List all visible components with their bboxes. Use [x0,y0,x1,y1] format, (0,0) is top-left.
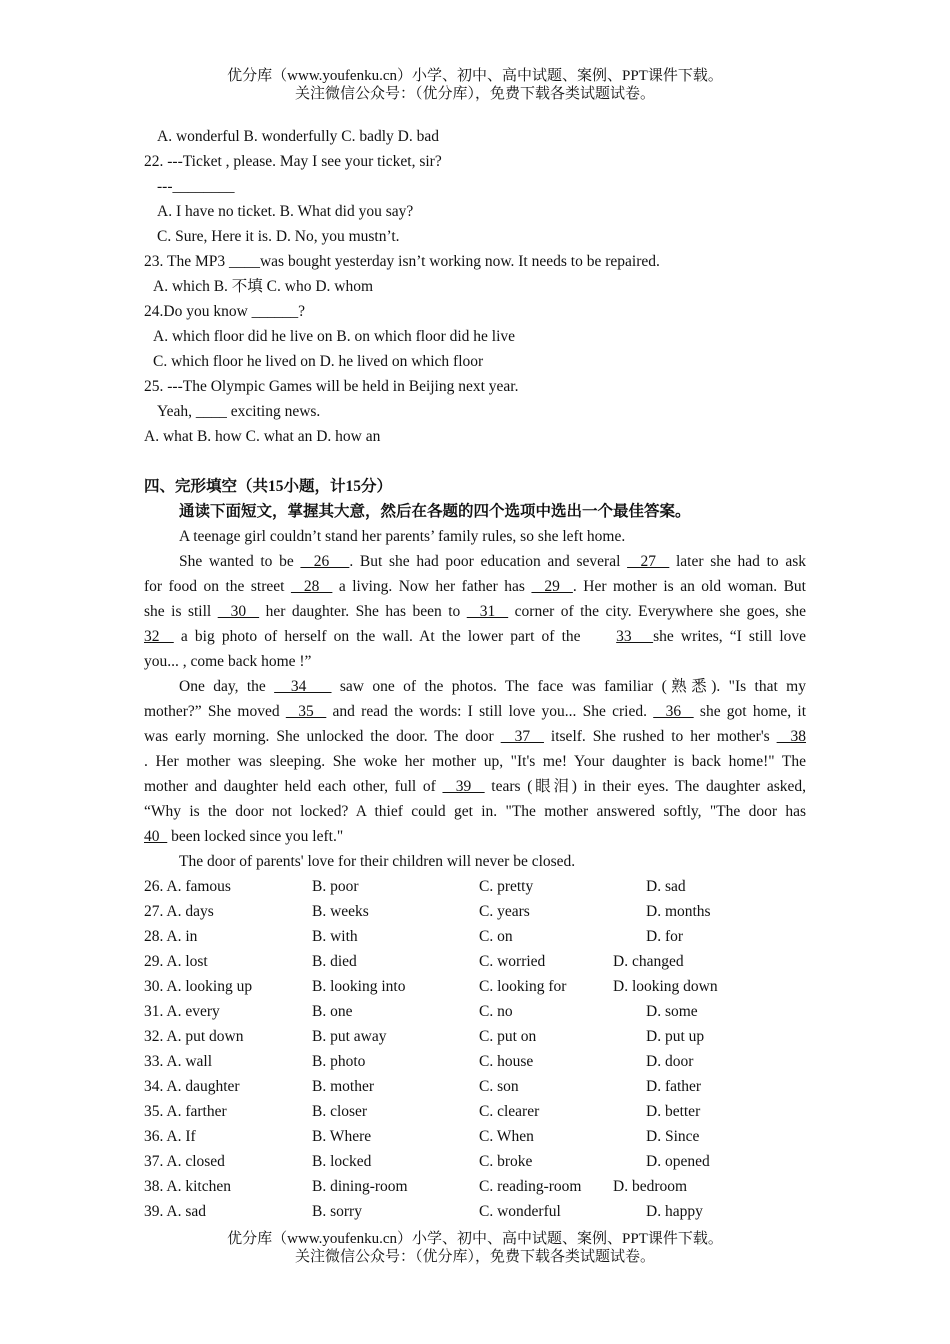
passage-p2-line-4: 32 a big photo of herself on the wall. At the lower part of the 33 she writes, “I still love [144,628,807,645]
option-b: B. mother [312,1078,374,1095]
option-row [144,1074,806,1099]
option-row [144,1099,806,1124]
option-d: D. months [646,903,711,920]
option-d: D. opened [646,1153,710,1170]
option-c: C. on [479,928,513,945]
option-a: 33. A. wall [144,1053,213,1070]
option-d: D. father [646,1078,702,1095]
q25-options: A. what B. how C. what an D. how an [144,428,381,445]
blank-30: 30 [217,603,260,620]
blank-35: 35 [285,703,327,720]
passage-p3-line-2: mother?” She moved 35 and read the words: I still love you... She cried. 36 she got home, it [144,703,807,720]
option-c: C. reading-room [479,1178,582,1195]
section-title: 四、完形填空（共15小题，计15分） [144,478,393,495]
header-line-2: 关注微信公众号：（优分库），免费下载各类试题试卷。 [294,86,655,102]
option-b: B. photo [312,1053,366,1070]
passage-p3-line-1: One day, the 34 saw one of the photos. The face was familiar (熟悉). "Is that my [179,678,806,695]
option-d: D. sad [646,878,686,895]
blank-36: 36 [653,703,694,720]
option-a: 39. A. sad [144,1203,206,1220]
blank-34: 34 [274,678,332,695]
blank-26: 26 [300,553,350,570]
option-c: C. pretty [479,878,534,895]
passage-p3-line-5: mother and daughter held each other, full of 39 tears (眼泪) in their eyes. The daughter asked, [144,778,807,795]
passage-p3-line-4: . Her mother was sleeping. She woke her mother up, "It's me! Your daughter is back home!" The [144,753,806,770]
option-b: B. put away [312,1028,387,1045]
passage-p2-line-2: for food on the street 28 a living. Now her father has 29 . Her mother is an old woman. But [144,578,806,595]
blank-29: 29 [531,578,573,595]
passage-p2-line-1: She wanted to be 26 . But she had poor education and several 27 later she had to ask [179,553,807,570]
blank-32: 32 [144,628,174,645]
option-b: B. sorry [312,1203,362,1220]
option-row [144,874,806,899]
option-a: 29. A. lost [144,953,208,970]
blank-33: 33 [616,628,654,645]
blank-27: 27 [627,553,670,570]
header-line-1: 优分库（www.youfenku.cn）小学、初中、高中试题、案例、PPT课件下载。 [227,68,723,84]
option-row [144,1024,806,1049]
option-b: B. weeks [312,903,369,920]
footer-line-1: 优分库（www.youfenku.cn）小学、初中、高中试题、案例、PPT课件下载。 [227,1231,723,1247]
q22-options-ab: A. I have no ticket. B. What did you say? [157,203,414,220]
option-b: B. died [312,953,357,970]
passage-p4: The door of parents' love for their children will never be closed. [179,853,576,870]
option-a: 30. A. looking up [144,978,253,995]
option-row [144,1199,806,1224]
option-row [144,974,806,999]
blank-28: 28 [290,578,333,595]
option-c: C. broke [479,1153,533,1170]
page-footer [0,1230,950,1266]
option-d: D. better [646,1103,701,1120]
option-d: D. for [646,928,684,945]
q22-options-cd: C. Sure, Here it is. D. No, you mustn’t. [157,228,400,245]
footer-line-2: 关注微信公众号：（优分库），免费下载各类试题试卷。 [294,1249,655,1265]
option-a: 36. A. If [144,1128,196,1145]
option-a: 26. A. famous [144,878,231,895]
option-a: 34. A. daughter [144,1078,240,1095]
option-row [144,1149,806,1174]
option-row [144,949,806,974]
option-c: C. house [479,1053,534,1070]
option-d: D. some [646,1003,698,1020]
page-content [144,124,806,1224]
option-c: C. put on [479,1028,537,1045]
option-b: B. looking into [312,978,406,995]
q25-stem: 25. ---The Olympic Games will be held in Beijing next year. [144,378,519,395]
option-d: D. door [646,1053,694,1070]
option-d: D. Since [646,1128,700,1145]
option-c: C. looking for [479,978,567,995]
option-a: 32. A. put down [144,1028,244,1045]
q23-stem: 23. The MP3 ____was bought yesterday isn’t working now. It needs to be repaired. [144,253,660,270]
option-row [144,1049,806,1074]
option-c: C. wonderful [479,1203,561,1220]
passage-p3-line-6: “Why is the door not locked? A thief could get in. "The mother answered softly, "The door has [144,803,806,820]
option-b: B. one [312,1003,353,1020]
option-row [144,1174,806,1199]
option-d: D. happy [646,1203,703,1220]
option-b: B. poor [312,878,359,895]
option-a: 28. A. in [144,928,198,945]
option-c: C. son [479,1078,519,1095]
q24-options-ab: A. which floor did he live on B. on which floor did he live [153,328,516,345]
q22-stem: 22. ---Ticket , please. May I see your ticket, sir? [144,153,442,170]
blank-39: 39 [442,778,485,795]
passage-p3-line-7: 40 been locked since you left." [144,828,344,845]
q25-reply: Yeah, ____ exciting news. [157,403,321,420]
option-b: B. closer [312,1103,368,1120]
blank-37: 37 [500,728,544,745]
passage-p2-line-5: you... , come back home !” [144,653,312,670]
option-b: B. dining-room [312,1178,408,1195]
option-c: C. worried [479,953,546,970]
option-d: D. put up [646,1028,705,1045]
q24-stem: 24.Do you know ______? [144,303,306,320]
option-c: C. no [479,1003,513,1020]
blank-40: 40 [144,828,168,845]
q22-reply: ---________ [157,178,235,195]
option-d: D. looking down [613,978,718,995]
option-b: B. locked [312,1153,372,1170]
q21-options: A. wonderful B. wonderfully C. badly D. bad [157,128,439,145]
q24-options-cd: C. which floor he lived on D. he lived on which floor [153,353,484,370]
option-a: 37. A. closed [144,1153,225,1170]
passage-p1: A teenage girl couldn’t stand her parents’ family rules, so she left home. [179,528,626,545]
option-a: 38. A. kitchen [144,1178,231,1195]
q23-options: A. which B. 不填 C. who D. whom [153,278,374,295]
option-a: 35. A. farther [144,1103,227,1120]
blank-31: 31 [466,603,509,620]
option-row [144,1124,806,1149]
cloze-options [144,874,806,1224]
option-c: C. years [479,903,530,920]
option-b: B. Where [312,1128,372,1145]
blank-38: 38 [776,728,807,745]
section-instruction: 通读下面短文，掌握其大意，然后在各题的四个选项中选出一个最佳答案。 [179,503,691,520]
passage-p3-line-3: was early morning. She unlocked the door. The door 37 itself. She rushed to her mother's 38 [144,728,807,745]
option-c: C. clearer [479,1103,540,1120]
page-header [0,67,950,103]
option-d: D. changed [613,953,684,970]
option-row [144,999,806,1024]
option-row [144,899,806,924]
option-a: 27. A. days [144,903,214,920]
option-row [144,924,806,949]
option-d: D. bedroom [613,1178,688,1195]
option-b: B. with [312,928,358,945]
option-c: C. When [479,1128,534,1145]
option-a: 31. A. every [144,1003,220,1020]
passage-p2-line-3: she is still 30 her daughter. She has been to 31 corner of the city. Everywhere she goes, she [144,603,807,620]
